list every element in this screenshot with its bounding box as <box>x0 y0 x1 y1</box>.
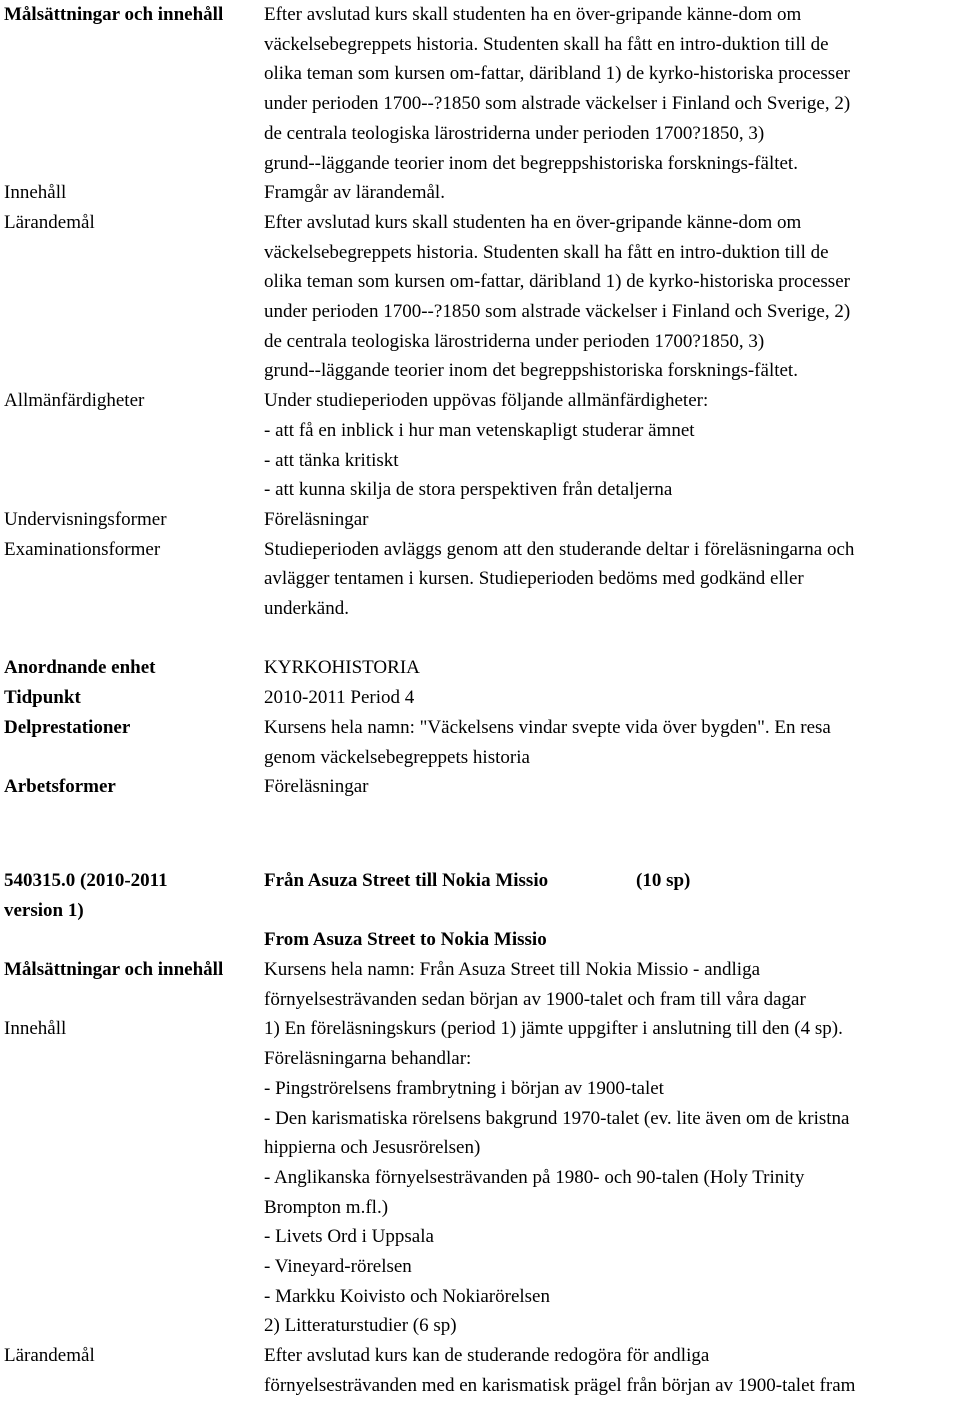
field-label: Examinationsformer <box>4 538 161 560</box>
text-line: Föreläsningarna behandlar: <box>264 1048 472 1070</box>
text-line: - att kunna skilja de stora perspektiven från detaljerna <box>264 479 673 501</box>
text-line: Efter avslutad kurs skall studenten ha en över-gripande känne-dom om <box>264 211 802 233</box>
course-credits: (10 sp) <box>636 870 691 891</box>
field-value <box>264 505 960 535</box>
course-title-sv: Från Asuza Street till Nokia Missio <box>264 870 549 891</box>
field-label: Lärandemål <box>4 211 95 233</box>
field-label: Innehåll <box>4 1018 67 1040</box>
field-larandemal <box>0 208 960 386</box>
text-line: grund--läggande teorier inom det begreppshistoriska forsknings-fältet. <box>264 360 798 382</box>
course-2-fields <box>0 955 960 1401</box>
text-line: Kursens hela namn: "Väckelsens vindar svepte vida över bygden". En resa <box>264 716 831 738</box>
field-label: Undervisningsformer <box>4 508 167 530</box>
field-allmanfardigheter <box>0 386 960 505</box>
field-tidpunkt <box>0 683 960 713</box>
text-line: Studieperioden avläggs genom att den studerande deltar i föreläsningarna och <box>264 538 855 560</box>
text-line: förnyelsesträvanden med en karismatisk prägel från början av 1900-talet fram <box>264 1374 856 1396</box>
text-line: under perioden 1700--?1850 som alstrade väckelser i Finland och Sverige, 2) <box>264 301 851 323</box>
text-line: väckelsebegreppets historia. Studenten skall ha fått en intro-duktion till de <box>264 33 829 55</box>
field-label: Arbetsformer <box>4 776 116 798</box>
text-line: - Vineyard-rörelsen <box>264 1256 412 1278</box>
text-line: Efter avslutad kurs skall studenten ha en över-gripande känne-dom om <box>264 4 802 25</box>
text-line: olika teman som kursen om-fattar, däribland 1) de kyrko-historiska processer <box>264 63 850 85</box>
text-line: grund--läggande teorier inom det begreppshistoriska forsknings-fältet. <box>264 152 798 174</box>
field-malsattningar <box>0 0 960 178</box>
text-line: underkänd. <box>264 598 349 620</box>
text-line: hippierna och Jesusrörelsen) <box>264 1137 481 1159</box>
text-line: Efter avslutad kurs kan de studerande redogöra för andliga <box>264 1345 710 1367</box>
text-line: väckelsebegreppets historia. Studenten skall ha fått en intro-duktion till de <box>264 241 829 263</box>
text-line: - Livets Ord i Uppsala <box>264 1226 434 1248</box>
text-line: Kursens hela namn: Från Asuza Street till Nokia Missio - andliga <box>264 959 761 980</box>
field-label: Anordnande enhet <box>4 657 156 679</box>
text-line: olika teman som kursen om-fattar, däribland 1) de kyrko-historiska processer <box>264 271 850 293</box>
course-code-line: version 1) <box>4 899 84 921</box>
field-label: Lärandemål <box>4 1345 95 1367</box>
field-label: Innehåll <box>4 182 67 204</box>
text-line: 1) En föreläsningskurs (period 1) jämte uppgifter i anslutning till den (4 sp). <box>264 1018 843 1040</box>
course-code <box>4 866 168 925</box>
text-line: förnyelsesträvanden sedan början av 1900-talet och fram till våra dagar <box>264 988 806 1010</box>
field-value <box>264 535 960 624</box>
field-value <box>264 208 960 386</box>
text-line: - Anglikanska förnyelsesträvanden på 1980- och 90-talen (Holy Trinity <box>264 1166 805 1188</box>
field-examinationsformer <box>0 535 960 624</box>
field-value <box>264 0 960 178</box>
field-value <box>264 386 960 505</box>
field-value <box>264 1341 960 1400</box>
text-line: 2) Litteraturstudier (6 sp) <box>264 1315 457 1337</box>
field-innehall <box>0 178 960 208</box>
field-label: Målsättningar och innehåll <box>4 4 224 25</box>
course-code-line: 540315.0 (2010-2011 <box>4 870 168 891</box>
text-line: avlägger tentamen i kursen. Studieperioden bedöms med godkänd eller <box>264 568 804 590</box>
field-label: Delprestationer <box>4 716 131 738</box>
field-value <box>264 772 960 802</box>
field-label: Allmänfärdigheter <box>4 390 145 412</box>
field-value <box>264 178 960 208</box>
field-value <box>264 955 960 1014</box>
text-line: - att få en inblick i hur man vetenskapligt studerar ämnet <box>264 419 695 441</box>
text-line: genom väckelsebegreppets historia <box>264 746 530 768</box>
field-undervisningsformer <box>0 505 960 535</box>
text-line: 2010-2011 Period 4 <box>264 687 415 709</box>
text-line: Framgår av lärandemål. <box>264 182 445 204</box>
text-line: - Markku Koivisto och Nokiarörelsen <box>264 1285 550 1307</box>
field-innehall <box>0 1014 960 1341</box>
text-line: Brompton m.fl.) <box>264 1196 389 1218</box>
field-value <box>264 653 960 683</box>
field-value <box>264 1014 960 1341</box>
text-line: - att tänka kritiskt <box>264 449 399 471</box>
field-value <box>264 713 960 772</box>
text-line: Föreläsningar <box>264 508 369 530</box>
text-line: de centrala teologiska lärostriderna under perioden 1700?1850, 3) <box>264 330 765 352</box>
text-line: de centrala teologiska lärostriderna under perioden 1700?1850, 3) <box>264 122 765 144</box>
text-line: KYRKOHISTORIA <box>264 657 420 679</box>
text-line: - Pingströrelsens frambrytning i början av 1900-talet <box>264 1077 664 1099</box>
field-anordnande-enhet <box>0 653 960 683</box>
field-larandemal <box>0 1341 960 1400</box>
text-line: under perioden 1700--?1850 som alstrade väckelser i Finland och Sverige, 2) <box>264 93 851 115</box>
field-label: Målsättningar och innehåll <box>4 959 224 980</box>
field-value <box>264 683 960 713</box>
text-line: - Den karismatiska rörelsens bakgrund 1970-talet (ev. lite även om de kristna <box>264 1107 850 1129</box>
text-line: Under studieperioden uppövas följande allmänfärdigheter: <box>264 390 709 412</box>
field-arbetsformer <box>0 772 960 802</box>
field-malsattningar <box>0 955 960 1014</box>
text-line: Föreläsningar <box>264 776 369 798</box>
course-title-en: From Asuza Street to Nokia Missio <box>264 929 547 951</box>
field-delprestationer <box>0 713 960 772</box>
field-label: Tidpunkt <box>4 687 81 709</box>
